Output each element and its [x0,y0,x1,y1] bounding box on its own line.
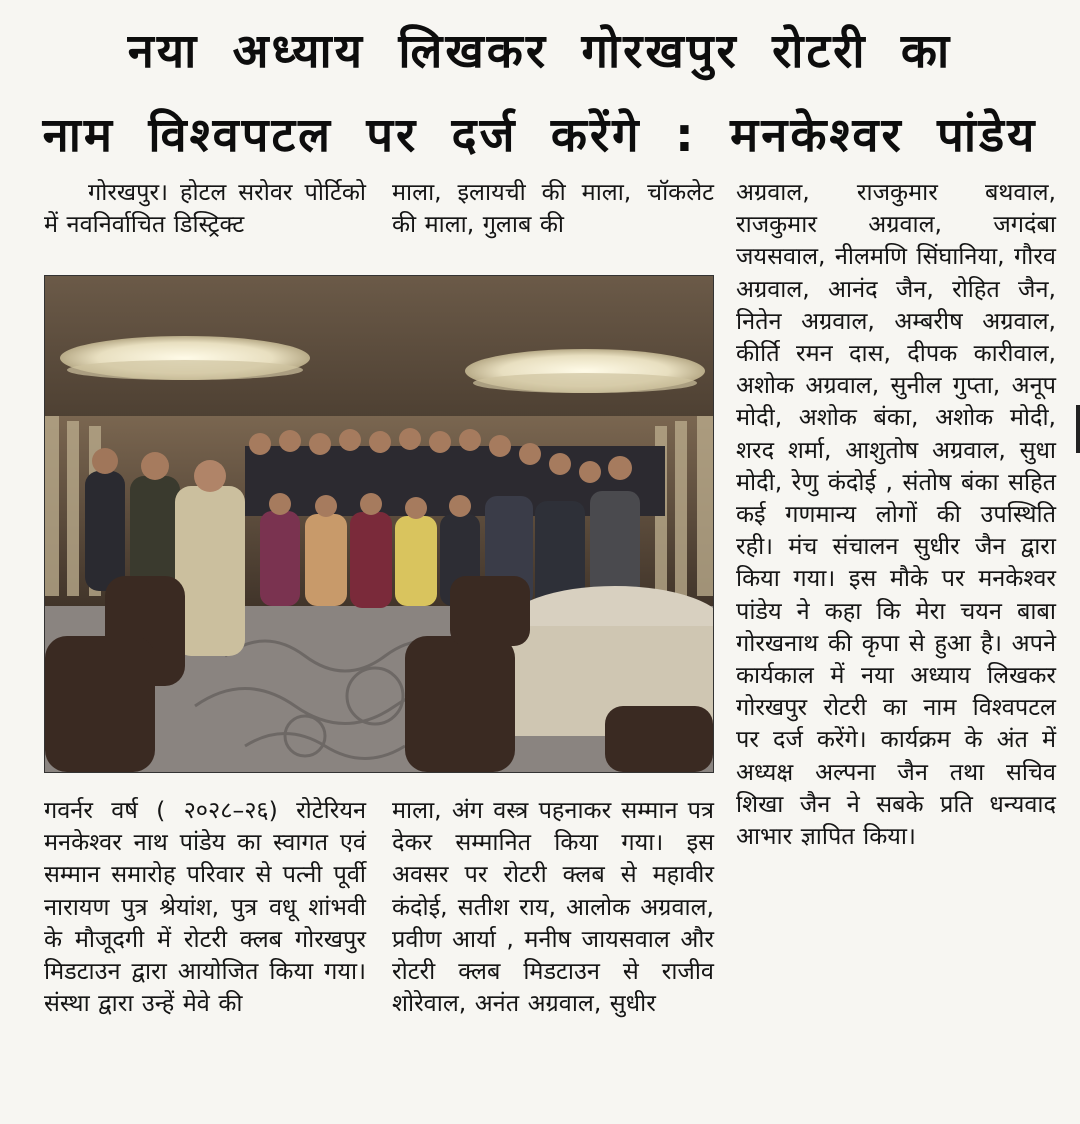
article-column-1-top [44,176,366,240]
headline-line-1: नया अध्याय लिखकर गोरखपुर रोटरी का [127,24,953,79]
column-text: गवर्नर वर्ष ( २०२८–२६) रोटेरियन मनकेश्वर नाथ पांडेय का स्वागत एवं सम्मान समारोह परिवार से पत्नी पूर्वी नारायण पुत्र श्रेयांश, पुत्र वधू शांभवी के मौजूदगी में रोटरी क्लब गोरखपुर मिडटाउन द्वारा आयोजित किया गया।संस्था द्वारा उन्हें मेवे की [44,796,366,1018]
headline [0,10,1080,178]
group-photo-illustration [45,276,713,772]
column-text: माला, अंग वस्त्र पहनाकर सम्मान पत्र देकर सम्मानित किया गया। इस अवसर पर रोटरी क्लब से महावीर कंदोई, सतीश राय, आलोक अग्रवाल, प्रवीण आर्या , मनीष जायसवाल और रोटरी क्लब मिडटाउन से राजीव शोरेवाल, अनंत अग्रवाल, सुधीर [392,796,714,1018]
article-column-2-top [392,176,714,240]
group-photo [44,275,714,773]
headline-line-2: नाम विश्वपटल पर दर्ज करेंगे : मनकेश्वर पांडेय [42,108,1038,163]
edge-marker [1076,405,1080,453]
article-column-3 [736,176,1056,852]
article-column-2-bottom [392,794,714,1019]
column-text: गोरखपुर। होटल सरोवर पोर्टिको में नवनिर्वाचित डिस्ट्रिक्ट [44,178,366,239]
article-column-1-bottom [44,794,366,1019]
column-text: माला, इलायची की माला, चॉकलेट की माला, गुलाब की [392,178,714,239]
column-text: अग्रवाल, राजकुमार बथवाल, राजकुमार अग्रवाल, जगदंबा जयसवाल, नीलमणि सिंघानिया, गौरव अग्रवाल, आनंद जैन, रोहित जैन, नितेन अग्रवाल, अम्बरीष अग्रवाल, कीर्ति रमन दास, दीपक कारीवाल, अशोक अग्रवाल, सुनील गुप्ता, अनूप मोदी, अशोक बंका, अशोक मोदी, शरद शर्मा, आशुतोष अग्रवाल, सुधा मोदी, रेणु कंदोई , संतोष बंका सहित कई गणमान्य लोगों की उपस्थिति रही। मंच संचालन सुधीर जैन द्वारा किया गया। इस मौके पर मनकेश्वर पांडेय ने कहा कि मेरा चयन बाबा गोरखनाथ की कृपा से हुआ है। अपने कार्यकाल में नया अध्याय लिखकर गोरखपुर रोटरी का नाम विश्वपटल पर दर्ज करेंगे। कार्यक्रम के अंत में अध्यक्ष अल्पना जैन तथा सचिव शिखा जैन ने सबके प्रति धन्यवाद आभार ज्ञापित किया। [736,178,1056,851]
